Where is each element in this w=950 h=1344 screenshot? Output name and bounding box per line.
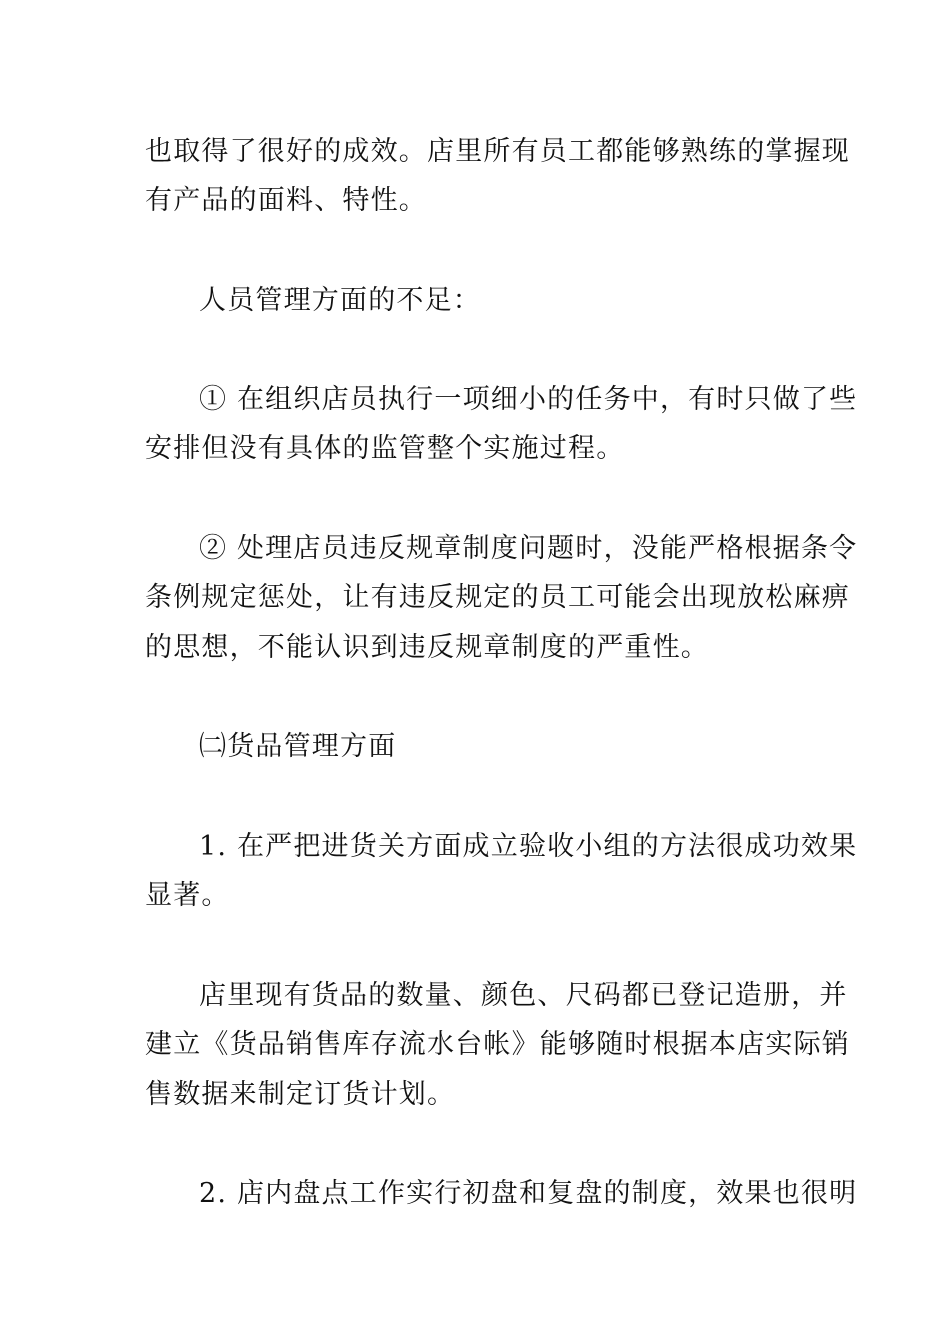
text-line: 售数据来制定订货计划。 [145, 1079, 456, 1110]
text-line: 有产品的面料、特性。 [145, 185, 427, 216]
list-item-text: 2. 店内盘点工作实行初盘和复盘的制度，效果也很明 [199, 1178, 858, 1209]
list-item-text: ② 处理店员违反规章制度问题时，没能严格根据条令 [199, 533, 858, 564]
section-heading: 人员管理方面的不足： [199, 285, 481, 316]
text-line: 的思想，不能认识到违反规章制度的严重性。 [145, 632, 709, 663]
section-heading: ㈡货品管理方面 [199, 731, 397, 762]
text-line: 建立《货品销售库存流水台帐》能够随时根据本店实际销 [145, 1029, 850, 1060]
text-line: 条例规定惩处，让有违反规定的员工可能会出现放松麻痹 [145, 582, 850, 613]
paragraph-start: 店里现有货品的数量、颜色、尺码都已登记造册，并 [199, 980, 848, 1011]
list-item-text: ① 在组织店员执行一项细小的任务中，有时只做了些 [199, 384, 858, 415]
list-item-text: 1. 在严把进货关方面成立验收小组的方法很成功效果 [199, 831, 858, 862]
text-line: 也取得了很好的成效。店里所有员工都能够熟练的掌握现 [145, 136, 850, 167]
text-line: 安排但没有具体的监管整个实施过程。 [145, 433, 625, 464]
text-line: 显著。 [145, 880, 230, 911]
